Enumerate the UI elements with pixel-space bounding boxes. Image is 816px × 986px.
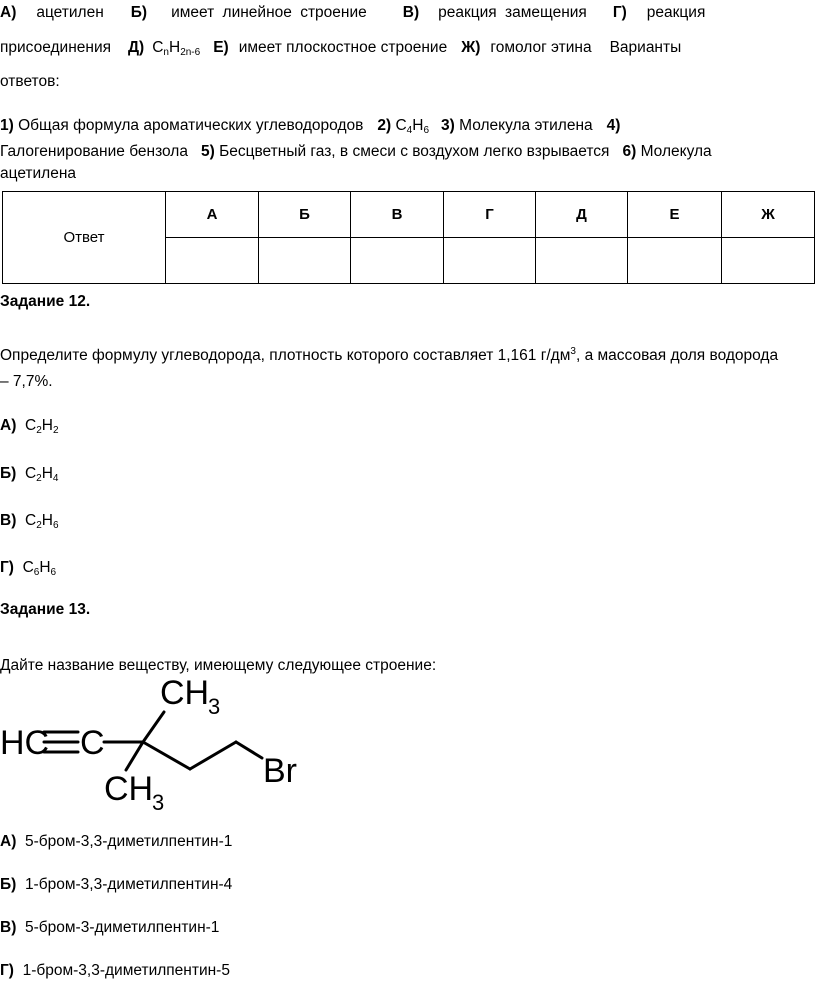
task13-option-v: В) 5-бром-3-диметилпентин-1 (0, 919, 220, 936)
answer-2-formula: $C_4H_6$ (395, 117, 429, 136)
table-header-zh: Ж (722, 192, 815, 238)
bond-cq-ch3-bottom (126, 742, 143, 770)
answer-1-text: Общая формула ароматических углеводородов (18, 117, 364, 134)
bond-cq-ch2 (143, 742, 190, 769)
task13-option-g: Г) 1-бром-3,3-диметилпентин-5 (0, 962, 230, 979)
answer-cell-g[interactable] (444, 238, 536, 284)
task12-title: Задание 12. (0, 293, 91, 310)
option-text-zh: гомолог этина (490, 39, 592, 56)
methyl-bottom: CH (104, 770, 154, 808)
task12-question: Определите формулу углеводорода, плотность которого составляет 1,161 $г/дм^3$, а массовая доля водорода (0, 346, 779, 364)
options-line-1 (0, 3, 705, 23)
hc-group: HC (0, 724, 50, 762)
option-text-e: имеет плоскостное строение (238, 39, 448, 56)
answer-4-text: Галогенирование бензола (0, 143, 188, 160)
answer-cell-zh[interactable] (722, 238, 815, 284)
methyl-top-sub: 3 (208, 694, 221, 719)
option-text-a: ацетилен (36, 4, 104, 21)
methyl-top: CH (160, 674, 210, 712)
task12-option-b: Б) $C_2H_4$ (0, 465, 59, 484)
task13-option-a: А) 5-бром-3,3-диметилпентин-1 (0, 833, 233, 850)
task12-option-v: В) $C_2H_6$ (0, 512, 59, 531)
option-letter-d: Д) (128, 39, 145, 56)
table-header-d: Д (536, 192, 628, 238)
methyl-bottom-sub: 3 (152, 790, 165, 812)
option-letter-b: Б) (130, 4, 148, 21)
answer-row-label: Ответ (3, 192, 166, 284)
table-header-v: В (351, 192, 444, 238)
option-formula-d: $C_nH_{2n-6}$ (152, 39, 201, 58)
option-text-g-cont: присоединения (0, 39, 111, 56)
answer-5-text: Бесцветный газ, в смеси с воздухом легко взрывается (219, 143, 610, 160)
option-letter-zh: Ж) (461, 39, 481, 56)
answer-table (2, 191, 815, 284)
answer-6-text: Молекула (640, 143, 712, 160)
option-letter-e: Е) (213, 39, 229, 56)
answer-cell-d[interactable] (536, 238, 628, 284)
table-header-a: А (166, 192, 259, 238)
task12-option-a: А) $C_2H_2$ (0, 417, 59, 436)
table-header-g: Г (444, 192, 536, 238)
option-text-b: имеет линейное строение (171, 4, 367, 21)
answers-line-1: 1) Общая формула ароматических углеводородов 2) $C_4H_6$ 3) Молекула этилена 4) (0, 117, 621, 136)
option-letter-g: Г) (612, 4, 627, 21)
variants-label-cont: ответов: (0, 73, 60, 90)
options-line-2 (0, 38, 681, 58)
option-letter-a: А) (0, 4, 17, 21)
option-text-v: реакция замещения (438, 4, 587, 21)
option-text-g: реакция (646, 4, 706, 21)
answer-6-text-cont: ацетилена (0, 165, 77, 182)
answer-cell-a[interactable] (166, 238, 259, 284)
task13-title: Задание 13. (0, 601, 91, 618)
bromine: Br (263, 752, 297, 790)
bond-cq-ch3-top (143, 712, 164, 742)
answer-cell-e[interactable] (628, 238, 722, 284)
answer-cell-v[interactable] (351, 238, 444, 284)
structural-formula (0, 672, 320, 812)
task12-question-cont: – 7,7%. (0, 373, 53, 390)
table-header-e: Е (628, 192, 722, 238)
answer-cell-b[interactable] (259, 238, 351, 284)
alkyne-carbon: C (80, 724, 105, 762)
option-letter-v: В) (402, 4, 420, 21)
bond-ch2-br (236, 742, 262, 758)
task13-option-b: Б) 1-бром-3,3-диметилпентин-4 (0, 876, 233, 893)
bond-ch2-ch2 (190, 742, 236, 769)
answer-3-text: Молекула этилена (459, 117, 593, 134)
task13-question: Дайте название веществу, имеющему следующее строение: (0, 657, 437, 674)
variants-label: Варианты (609, 39, 682, 56)
answers-line-2: Галогенирование бензола 5) Бесцветный газ, в смеси с воздухом легко взрывается 6) Молекула (0, 143, 712, 160)
task12-option-g: Г) $C_6H_6$ (0, 559, 57, 578)
table-header-b: Б (259, 192, 351, 238)
